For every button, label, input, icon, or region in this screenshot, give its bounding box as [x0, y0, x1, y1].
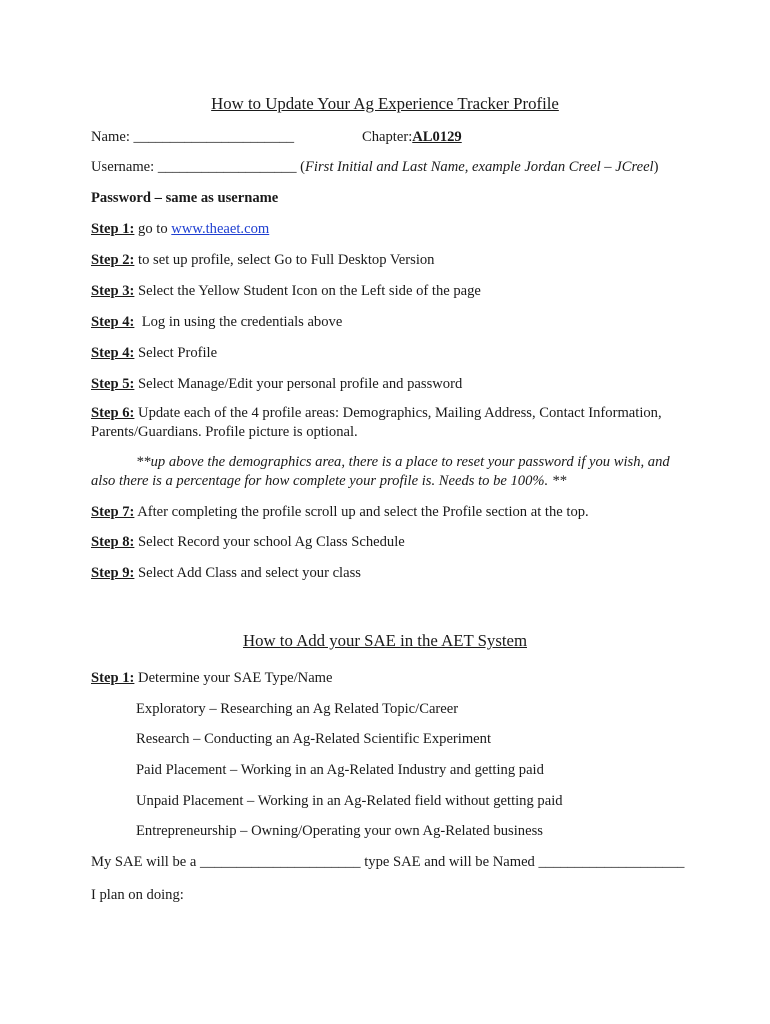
username-close: ): [653, 159, 659, 175]
step-text: Select Record your school Ag Class Schedule: [134, 534, 405, 550]
step-text: to set up profile, select Go to Full Desktop Version: [134, 252, 435, 268]
step-label: Step 3:: [91, 283, 135, 299]
step-5: [91, 375, 462, 393]
section-title-sae: How to Add your SAE in the AET System: [242, 631, 528, 650]
page-title: How to Update Your Ag Experience Tracker Profile: [211, 94, 559, 113]
sae-type-entrepreneurship: Entrepreneurship – Owning/Operating your own Ag-Related business: [136, 823, 543, 839]
step-4-profile: [91, 344, 217, 362]
step-text: Update each of the 4 profile areas: Demographics, Mailing Address, Contact Information, Parents/Guardians. Profile picture is optional.: [91, 405, 662, 440]
chapter-label: Chapter:: [362, 129, 413, 145]
sae-type-unpaid-placement: Unpaid Placement – Working in an Ag-Related field without getting paid: [136, 793, 563, 809]
plan-line: I plan on doing:: [91, 887, 184, 903]
sae-type-paid-placement: Paid Placement – Working in an Ag-Related Industry and getting paid: [136, 762, 544, 778]
step-text: Select the Yellow Student Icon on the Left side of the page: [134, 283, 481, 299]
step-text: Select Add Class and select your class: [134, 565, 361, 581]
sae-type-research: Research – Conducting an Ag-Related Scientific Experiment: [136, 731, 492, 747]
step-text: Select Manage/Edit your personal profile and password: [134, 376, 463, 392]
step-7: [91, 503, 589, 521]
my-sae-fill-in-line: My SAE will be a ______________________ type SAE and will be Named ____________________: [91, 854, 685, 870]
sae-step-1: [91, 669, 333, 687]
password-reset-note: **up above the demographics area, there is a place to reset your password if you wish, and also there is a percentage for how complete your profile is. Needs to be 100%. **: [91, 454, 670, 489]
step-label: Step 1:: [91, 670, 135, 686]
step-label: Step 4:: [91, 345, 135, 361]
step-label: Step 4:: [91, 314, 135, 330]
name-field-line: [91, 128, 294, 146]
step-label: Step 9:: [91, 565, 135, 581]
username-label: Username: ___________________ (: [91, 159, 306, 175]
sae-type-exploratory: Exploratory – Researching an Ag Related Topic/Career: [136, 701, 459, 717]
chapter-line: [362, 128, 462, 146]
aet-website-link[interactable]: www.theaet.com: [171, 221, 270, 237]
chapter-value: AL0129: [412, 129, 462, 145]
password-note: Password – same as username: [91, 190, 279, 206]
step-9: [91, 564, 361, 582]
step-4-login: [91, 313, 342, 331]
step-text: After completing the profile scroll up and select the Profile section at the top.: [134, 504, 589, 520]
step-label: Step 5:: [91, 376, 135, 392]
step-text: Log in using the credentials above: [134, 314, 343, 330]
username-hint: First Initial and Last Name, example Jordan Creel – JCreel: [305, 159, 654, 175]
step-8: [91, 533, 405, 551]
step-text: Determine your SAE Type/Name: [134, 670, 333, 686]
step-label: Step 6:: [91, 405, 135, 421]
step-text: go to: [134, 221, 172, 237]
name-label: Name: ______________________: [91, 129, 295, 145]
step-6: [91, 404, 681, 442]
step-3: [91, 282, 481, 300]
step-label: Step 2:: [91, 252, 135, 268]
username-line: [91, 158, 658, 176]
step-1: [91, 220, 269, 238]
step-label: Step 8:: [91, 534, 135, 550]
step-label: Step 1:: [91, 221, 135, 237]
step-label: Step 7:: [91, 504, 135, 520]
step-text: Select Profile: [134, 345, 218, 361]
step-2: [91, 251, 434, 269]
